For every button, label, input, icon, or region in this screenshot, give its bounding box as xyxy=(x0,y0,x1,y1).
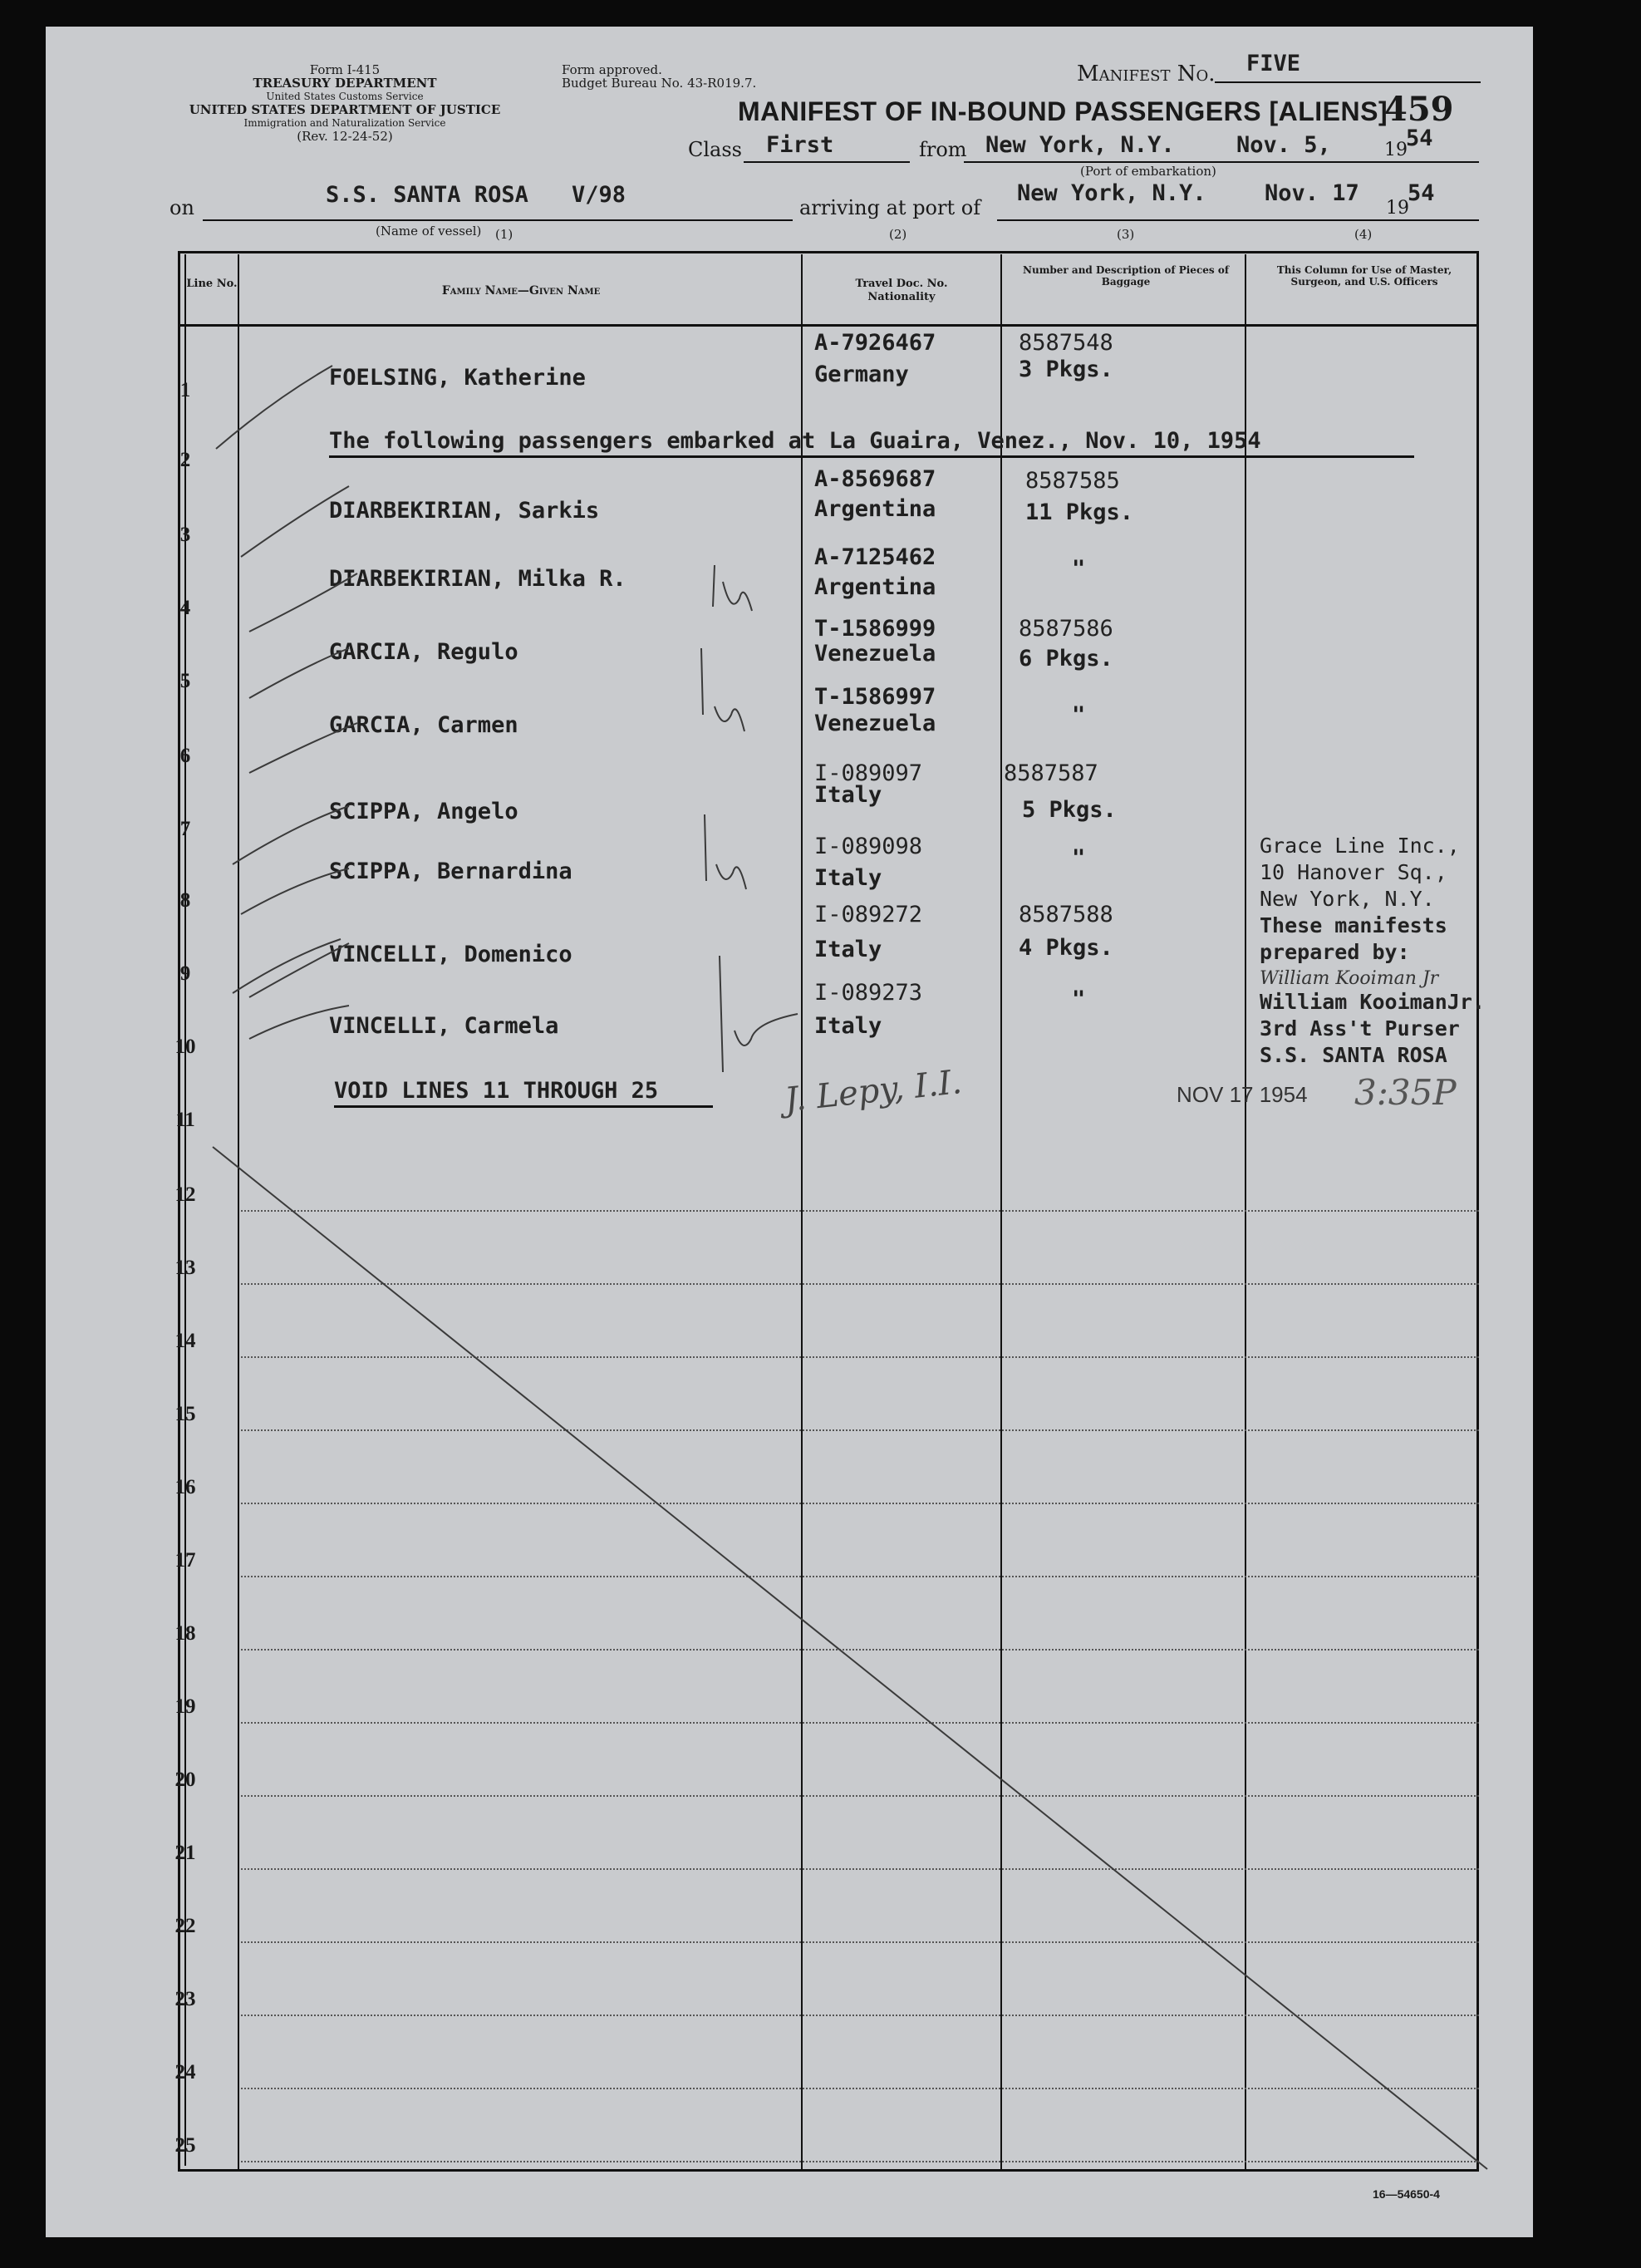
entry-2-bag-desc: 11 Pkgs. xyxy=(1025,499,1134,525)
purser-address: 10 Hanover Sq., xyxy=(1260,860,1447,884)
line-number: 19 xyxy=(174,1695,196,1718)
line-number: 17 xyxy=(174,1549,196,1572)
line-number: 12 xyxy=(174,1183,196,1206)
check-mark xyxy=(249,573,357,632)
hand-mark xyxy=(713,565,752,611)
line-number: 25 xyxy=(174,2134,196,2157)
manifest-title: MANIFEST OF IN-BOUND PASSENGERS [ALIENS] xyxy=(738,96,1388,126)
arrive-year: 54 xyxy=(1408,180,1435,206)
line-number: 20 xyxy=(174,1769,196,1791)
budget-bureau: Budget Bureau No. 43-R019.7. xyxy=(562,76,757,91)
entry-5-nationality: Venezuela xyxy=(814,711,936,736)
entry-8-nationality: Italy xyxy=(814,937,882,962)
entry-1-nationality: Germany xyxy=(814,362,909,387)
arriving-label: arriving at port of xyxy=(799,196,981,219)
entry-7-bag-desc: " xyxy=(1072,845,1086,871)
dept-justice: UNITED STATES DEPARTMENT OF JUSTICE xyxy=(189,102,501,117)
line-number: 18 xyxy=(174,1622,196,1645)
entry-2-name: DIARBEKIRIAN, Sarkis xyxy=(329,498,600,524)
manifest-no-label: Manifest No. xyxy=(1077,61,1216,86)
line-number: 5 xyxy=(179,670,191,692)
embark-line: The following passengers embarked at La Guaira, Venez., Nov. 10, 1954 xyxy=(329,428,1261,454)
line-number: 10 xyxy=(174,1036,196,1058)
arrive-port: New York, N.Y. xyxy=(1017,180,1206,206)
check-mark xyxy=(249,1006,349,1039)
entry-9-bag-desc: " xyxy=(1072,986,1086,1012)
entry-6-nationality: Italy xyxy=(814,782,882,808)
entry-3-bag-desc: " xyxy=(1072,556,1086,582)
page-number: 459 xyxy=(1384,90,1454,129)
entry-6-bag-no: 8587587 xyxy=(1004,760,1098,786)
void-line-note: VOID LINES 11 THROUGH 25 xyxy=(334,1078,659,1104)
entry-3-doc: A-7125462 xyxy=(814,544,936,570)
entry-8-bag-desc: 4 Pkgs. xyxy=(1019,935,1113,961)
line-number: 22 xyxy=(174,1915,196,1937)
arrive-date: Nov. 17 xyxy=(1265,180,1359,206)
entry-6-doc: I-089097 xyxy=(814,760,923,786)
entry-7-name: SCIPPA, Bernardina xyxy=(329,858,572,884)
header-name: Family Name—Given Name xyxy=(441,284,601,298)
col-marker-2: (2) xyxy=(889,227,907,242)
line-number: 13 xyxy=(174,1257,196,1279)
arrival-stamp-date: NOV 17 1954 xyxy=(1177,1082,1308,1107)
entry-4-name: GARCIA, Regulo xyxy=(329,639,518,665)
form-revision: (Rev. 12-24-52) xyxy=(297,129,393,144)
entry-4-bag-desc: 6 Pkgs. xyxy=(1019,646,1113,672)
entry-3-nationality: Argentina xyxy=(814,574,936,600)
line-number: 8 xyxy=(179,889,191,912)
embark-note: (Port of embarkation) xyxy=(1080,164,1216,179)
purser-note: These manifests xyxy=(1260,913,1447,937)
check-mark xyxy=(233,806,349,864)
arrival-stamp-time: 3:35P xyxy=(1354,1072,1457,1113)
check-mark xyxy=(249,943,349,997)
entry-1-doc: A-7926467 xyxy=(814,330,936,356)
purser-signature: William Kooiman Jr xyxy=(1260,968,1439,989)
check-mark xyxy=(249,648,349,698)
from-year-prefix: 19 xyxy=(1384,140,1408,160)
line-number: 3 xyxy=(179,524,191,546)
entry-7-doc: I-089098 xyxy=(814,834,923,859)
line-number: 9 xyxy=(179,962,191,985)
check-mark xyxy=(233,939,341,993)
line-number: 14 xyxy=(174,1330,196,1352)
dept-justice-sub: Immigration and Naturalization Service xyxy=(243,117,446,129)
dept-treasury: TREASURY DEPARTMENT xyxy=(253,76,437,91)
entry-1-bag-no: 8587548 xyxy=(1019,330,1113,356)
hand-mark xyxy=(720,956,798,1072)
col-marker-4: (4) xyxy=(1354,227,1373,242)
entry-4-bag-no: 8587586 xyxy=(1019,616,1113,642)
class-label: Class xyxy=(688,138,742,161)
header-travel-doc: Travel Doc. No. Nationality xyxy=(855,278,948,303)
entry-9-name: VINCELLI, Carmela xyxy=(329,1013,559,1039)
entry-9-nationality: Italy xyxy=(814,1013,882,1039)
on-label: on xyxy=(170,196,194,219)
line-number: 23 xyxy=(174,1988,196,2010)
vessel-note: (Name of vessel) xyxy=(376,224,482,239)
hand-mark xyxy=(705,814,746,889)
diagonal-void-line xyxy=(213,1147,1487,2169)
line-number: 16 xyxy=(174,1476,196,1498)
purser-prepared: prepared by: xyxy=(1260,940,1410,964)
check-mark xyxy=(216,366,332,449)
header-officers: This Column for Use of Master, Surgeon, and U.S. Officers xyxy=(1276,264,1452,288)
entry-5-bag-desc: " xyxy=(1072,702,1086,728)
purser-company: Grace Line Inc., xyxy=(1260,834,1460,858)
entry-6-bag-desc: 5 Pkgs. xyxy=(1022,797,1117,823)
check-mark xyxy=(241,868,349,914)
entry-5-name: GARCIA, Carmen xyxy=(329,712,518,738)
check-mark xyxy=(249,723,357,773)
purser-vessel: S.S. SANTA ROSA xyxy=(1260,1043,1447,1067)
entry-8-name: VINCELLI, Domenico xyxy=(329,942,572,967)
form-approved: Form approved. xyxy=(562,62,662,77)
entry-8-bag-no: 8587588 xyxy=(1019,902,1113,927)
dept-treasury-sub: United States Customs Service xyxy=(266,91,424,102)
entry-8-doc: I-089272 xyxy=(814,902,923,927)
form-number: Form I-415 xyxy=(309,62,381,77)
header-baggage: Number and Description of Pieces of Baggage xyxy=(1023,264,1229,288)
from-date: Nov. 5, xyxy=(1236,132,1331,158)
line-number: 1 xyxy=(179,379,191,401)
from-port: New York, N.Y. xyxy=(985,132,1175,158)
purser-title: 3rd Ass't Purser xyxy=(1260,1016,1460,1041)
arrive-year-prefix: 19 xyxy=(1386,198,1409,219)
line-number: 6 xyxy=(179,745,191,767)
from-year: 54 xyxy=(1406,125,1433,151)
entry-9-doc: I-089273 xyxy=(814,980,923,1006)
check-mark xyxy=(241,486,349,557)
entry-1-name: FOELSING, Katherine xyxy=(329,365,586,391)
inspector-initials: J. Lepy, I.I. xyxy=(783,1062,964,1120)
entry-4-nationality: Venezuela xyxy=(814,641,936,667)
form-print-code: 16—54650-4 xyxy=(1373,2187,1440,2201)
header-line-no: Line No. xyxy=(186,278,238,290)
entry-7-nationality: Italy xyxy=(814,865,882,891)
class-value: First xyxy=(766,132,834,158)
purser-city: New York, N.Y. xyxy=(1260,887,1435,911)
entry-4-doc: T-1586999 xyxy=(814,616,936,642)
manifest-no-value: FIVE xyxy=(1246,51,1301,76)
line-number: 7 xyxy=(179,818,191,840)
col-marker-3: (3) xyxy=(1117,227,1135,242)
entry-1-bag-desc: 3 Pkgs. xyxy=(1019,357,1113,382)
line-number: 24 xyxy=(174,2061,196,2084)
col-marker-1: (1) xyxy=(495,227,513,242)
entry-3-name: DIARBEKIRIAN, Milka R. xyxy=(329,566,626,592)
purser-name: William KooimanJr. xyxy=(1260,990,1485,1014)
voyage-number: V/98 xyxy=(572,182,626,208)
entry-5-doc: T-1586997 xyxy=(814,684,936,710)
line-number: 2 xyxy=(179,449,191,471)
entry-6-name: SCIPPA, Angelo xyxy=(329,799,518,824)
entry-2-doc: A-8569687 xyxy=(814,466,936,492)
from-label: from xyxy=(919,138,967,161)
entry-2-nationality: Argentina xyxy=(814,496,936,522)
hand-mark xyxy=(701,648,744,731)
line-number: 15 xyxy=(174,1403,196,1425)
line-number: 21 xyxy=(174,1842,196,1864)
line-number: 11 xyxy=(175,1109,195,1131)
line-number: 4 xyxy=(179,597,191,619)
entry-2-bag-no: 8587585 xyxy=(1025,468,1120,494)
vessel-name: S.S. SANTA ROSA xyxy=(326,182,528,208)
